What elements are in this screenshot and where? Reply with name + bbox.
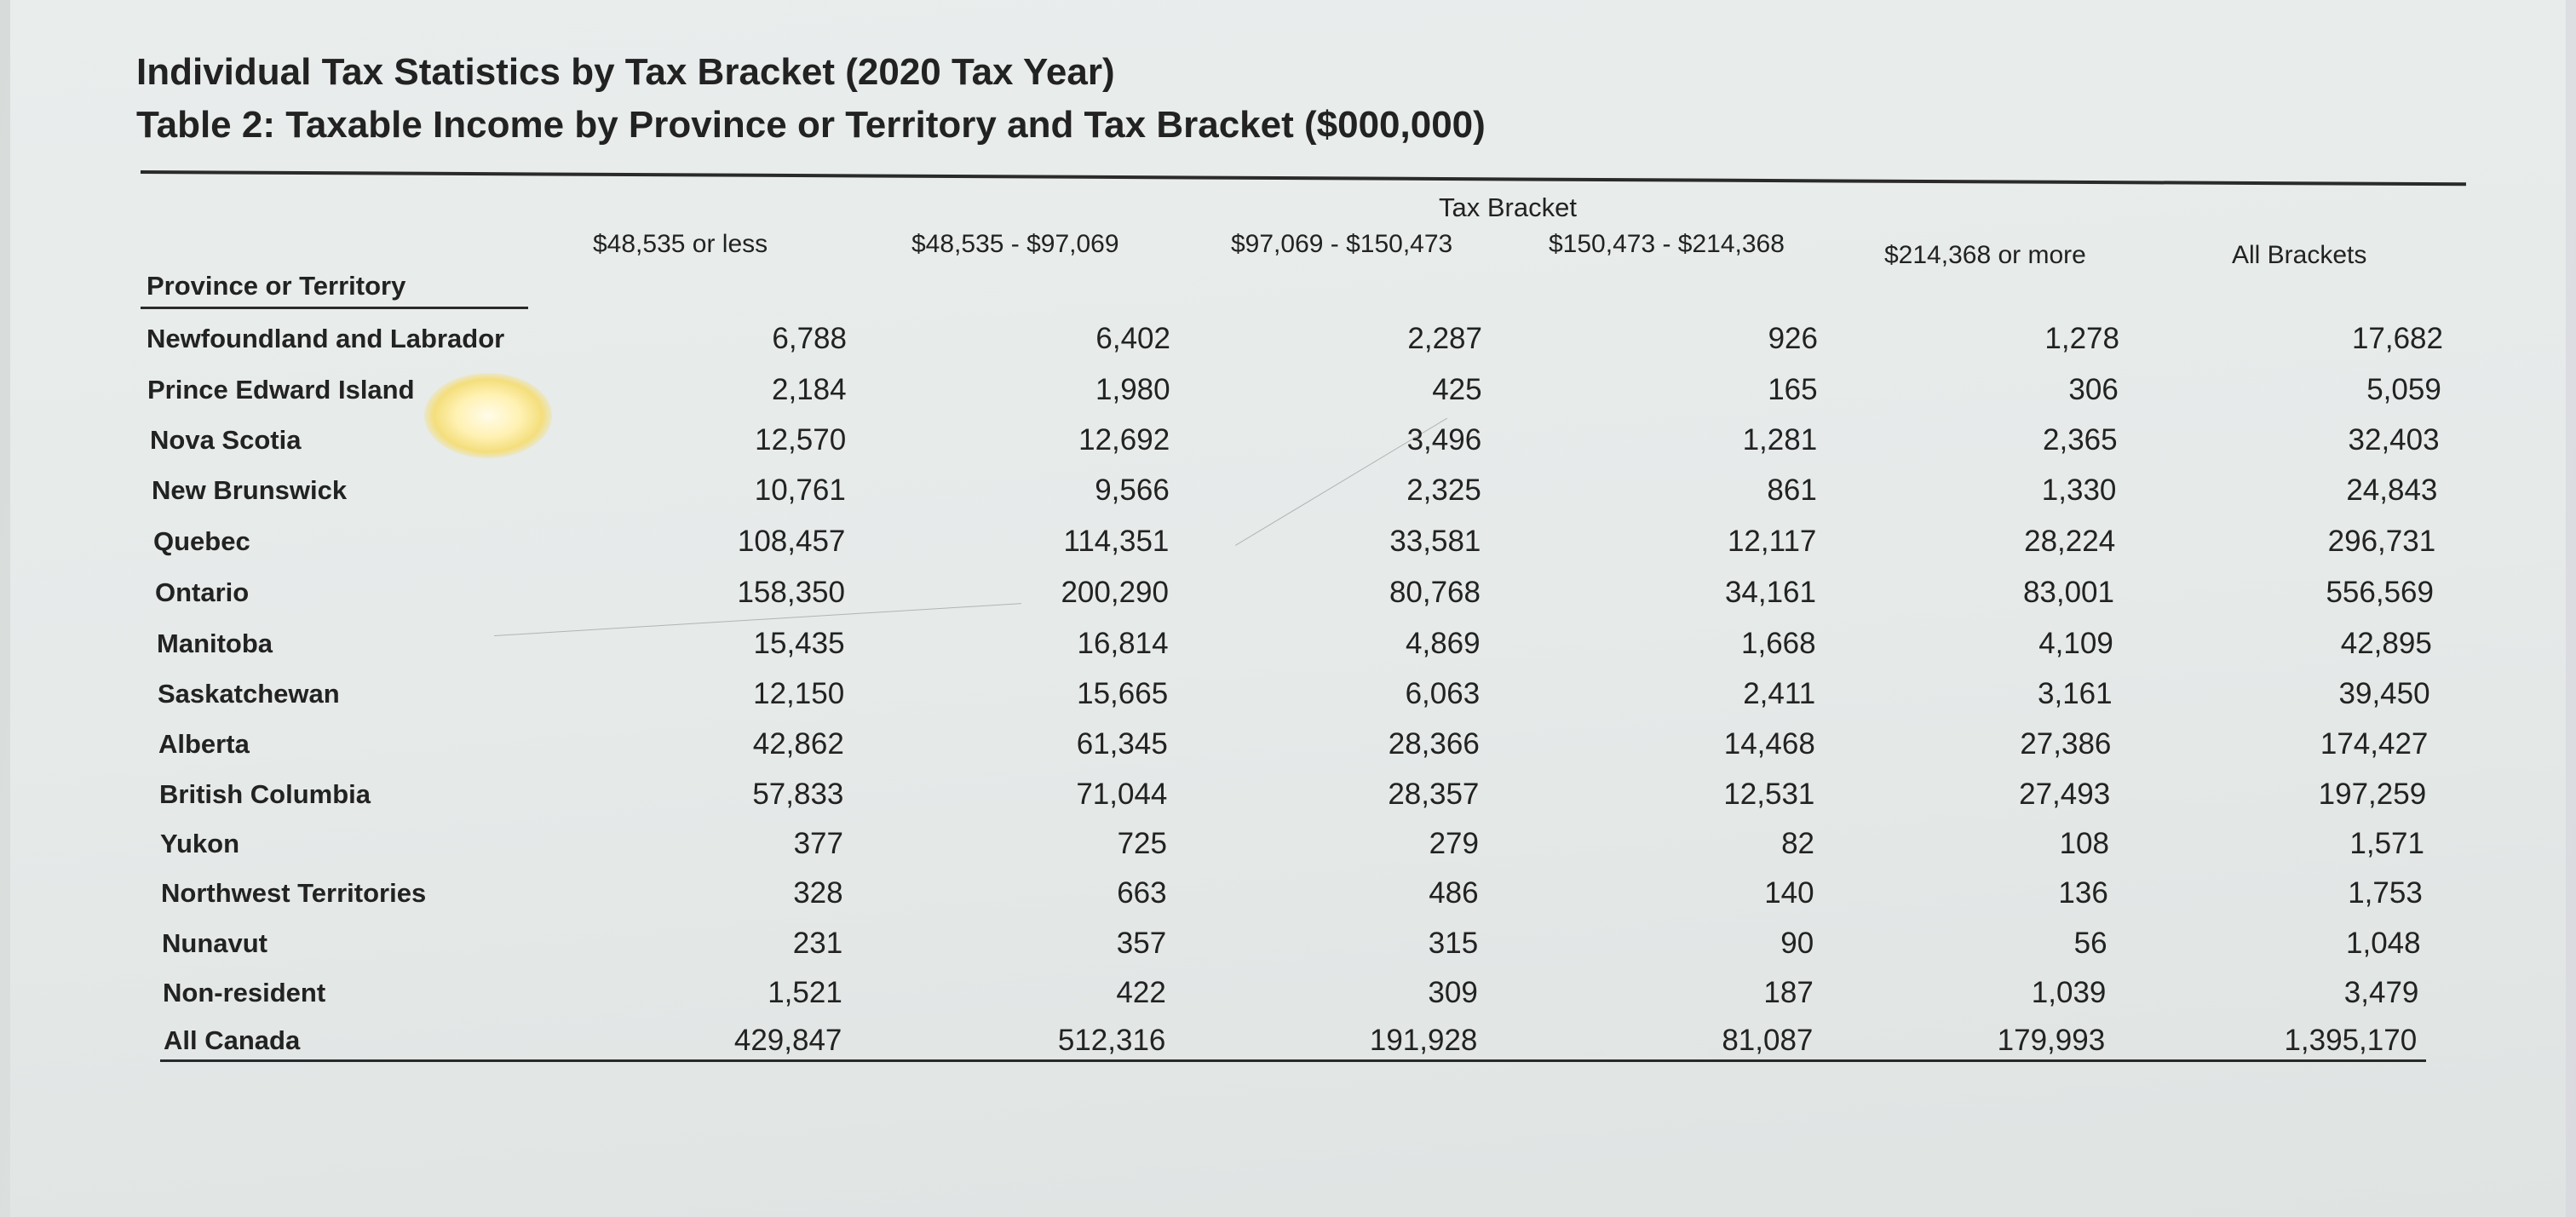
value-cell: 81,087 bbox=[1722, 1024, 1814, 1057]
value-cell: 108 bbox=[2059, 827, 2109, 860]
value-cell: 12,531 bbox=[1723, 778, 1815, 811]
column-header: $150,473 - $214,368 bbox=[1549, 230, 1785, 258]
value-cell: 114,351 bbox=[1063, 525, 1170, 558]
value-cell: 15,435 bbox=[753, 627, 845, 660]
table-title: Table 2: Taxable Income by Province or Territory and Tax Bracket ($000,000) bbox=[136, 104, 1486, 146]
value-cell: 12,570 bbox=[755, 423, 847, 456]
value-cell: 136 bbox=[2058, 876, 2108, 910]
value-cell: 197,259 bbox=[2318, 778, 2427, 811]
table-row bbox=[159, 779, 2459, 822]
province-name: Yukon bbox=[160, 829, 240, 858]
value-cell: 1,753 bbox=[2348, 876, 2423, 910]
value-cell: 6,063 bbox=[1405, 677, 1481, 710]
value-cell: 10,761 bbox=[754, 474, 846, 507]
value-cell: 27,493 bbox=[2019, 778, 2111, 811]
column-header: $97,069 - $150,473 bbox=[1231, 230, 1453, 258]
province-name: Manitoba bbox=[157, 629, 273, 658]
value-cell: 9,566 bbox=[1095, 474, 1170, 507]
value-cell: 861 bbox=[1767, 474, 1817, 507]
table-row bbox=[161, 878, 2461, 921]
value-cell: 2,325 bbox=[1406, 474, 1481, 507]
row-header-rule bbox=[141, 307, 528, 309]
value-cell: 1,571 bbox=[2349, 827, 2424, 860]
value-cell: 429,847 bbox=[733, 1024, 842, 1057]
table-row bbox=[150, 425, 2450, 468]
value-cell: 315 bbox=[1428, 927, 1479, 960]
value-cell: 34,161 bbox=[1724, 576, 1816, 609]
value-cell: 15,665 bbox=[1077, 677, 1169, 710]
value-cell: 1,395,170 bbox=[2284, 1024, 2418, 1057]
value-cell: 663 bbox=[1117, 876, 1167, 910]
value-cell: 17,682 bbox=[2351, 322, 2443, 355]
value-cell: 179,993 bbox=[1997, 1024, 2106, 1057]
province-name: Quebec bbox=[153, 526, 250, 556]
value-cell: 1,039 bbox=[2031, 976, 2107, 1009]
group-header: Tax Bracket bbox=[1439, 192, 1577, 222]
value-cell: 2,411 bbox=[1743, 677, 1816, 710]
table-row bbox=[147, 324, 2447, 366]
province-name: Alberta bbox=[158, 729, 250, 759]
bottom-rule bbox=[160, 1059, 2426, 1062]
province-name: Ontario bbox=[155, 577, 250, 607]
value-cell: 82 bbox=[1781, 827, 1814, 860]
table-row bbox=[160, 829, 2460, 871]
value-cell: 108,457 bbox=[737, 525, 846, 558]
value-cell: 231 bbox=[792, 927, 843, 960]
value-cell: 306 bbox=[2068, 373, 2119, 406]
value-cell: 83,001 bbox=[2022, 576, 2114, 609]
value-cell: 1,980 bbox=[1095, 373, 1170, 406]
value-cell: 191,928 bbox=[1369, 1024, 1478, 1057]
value-cell: 512,316 bbox=[1057, 1024, 1166, 1057]
value-cell: 926 bbox=[1768, 322, 1818, 355]
value-cell: 309 bbox=[1428, 976, 1478, 1009]
value-cell: 187 bbox=[1763, 976, 1814, 1009]
value-cell: 6,402 bbox=[1095, 322, 1170, 355]
value-cell: 42,895 bbox=[2340, 627, 2432, 660]
province-name: Nunavut bbox=[162, 928, 267, 958]
province-name: Northwest Territories bbox=[161, 878, 427, 908]
province-name: British Columbia bbox=[159, 779, 371, 809]
value-cell: 6,788 bbox=[772, 322, 847, 355]
value-cell: 425 bbox=[1432, 373, 1482, 406]
table-row bbox=[147, 375, 2447, 417]
value-cell: 1,048 bbox=[2346, 927, 2421, 960]
value-cell: 12,117 bbox=[1727, 525, 1817, 558]
value-cell: 2,365 bbox=[2043, 423, 2118, 456]
value-cell: 12,692 bbox=[1078, 423, 1170, 456]
table-row bbox=[163, 978, 2463, 1020]
province-name: Nova Scotia bbox=[150, 425, 302, 455]
value-cell: 16,814 bbox=[1077, 627, 1169, 660]
value-cell: 42,862 bbox=[752, 727, 844, 761]
value-cell: 1,521 bbox=[768, 976, 842, 1009]
page-title: Individual Tax Statistics by Tax Bracket (2020 Tax Year) bbox=[136, 51, 1115, 93]
value-cell: 57,833 bbox=[752, 778, 844, 811]
column-header: $48,535 - $97,069 bbox=[911, 230, 1119, 258]
value-cell: 2,184 bbox=[772, 373, 847, 406]
province-name: New Brunswick bbox=[152, 475, 348, 505]
table-row bbox=[152, 475, 2452, 518]
value-cell: 28,366 bbox=[1388, 727, 1480, 761]
value-cell: 14,468 bbox=[1723, 727, 1815, 761]
value-cell: 28,357 bbox=[1388, 778, 1480, 811]
value-cell: 140 bbox=[1764, 876, 1814, 910]
value-cell: 1,281 bbox=[1742, 423, 1818, 456]
value-cell: 56 bbox=[2073, 927, 2107, 960]
value-cell: 3,496 bbox=[1406, 423, 1482, 456]
value-cell: 357 bbox=[1116, 927, 1167, 960]
value-cell: 12,150 bbox=[753, 677, 845, 710]
province-name: All Canada bbox=[164, 1025, 301, 1055]
value-cell: 165 bbox=[1768, 373, 1818, 406]
value-cell: 158,350 bbox=[737, 576, 845, 609]
value-cell: 33,581 bbox=[1389, 525, 1481, 558]
province-name: Non-resident bbox=[163, 978, 326, 1007]
table-row bbox=[158, 729, 2458, 772]
value-cell: 32,403 bbox=[2348, 423, 2440, 456]
province-name: Saskatchewan bbox=[158, 679, 340, 709]
value-cell: 5,059 bbox=[2366, 373, 2441, 406]
value-cell: 296,731 bbox=[2327, 525, 2436, 558]
table-row bbox=[158, 679, 2458, 721]
column-header: $214,368 or more bbox=[1884, 241, 2086, 269]
value-cell: 1,278 bbox=[2044, 322, 2119, 355]
value-cell: 2,287 bbox=[1407, 322, 1482, 355]
value-cell: 4,109 bbox=[2038, 627, 2113, 660]
value-cell: 1,668 bbox=[1741, 627, 1816, 660]
value-cell: 71,044 bbox=[1076, 778, 1168, 811]
value-cell: 39,450 bbox=[2338, 677, 2430, 710]
value-cell: 1,330 bbox=[2041, 474, 2117, 507]
value-cell: 3,479 bbox=[2343, 976, 2419, 1009]
value-cell: 279 bbox=[1429, 827, 1479, 860]
province-name: Prince Edward Island bbox=[147, 375, 415, 405]
value-cell: 27,386 bbox=[2020, 727, 2112, 761]
column-header: All Brackets bbox=[2232, 241, 2367, 269]
value-cell: 200,290 bbox=[1061, 576, 1169, 609]
value-cell: 486 bbox=[1429, 876, 1479, 910]
value-cell: 90 bbox=[1780, 927, 1814, 960]
value-cell: 556,569 bbox=[2326, 576, 2434, 609]
value-cell: 422 bbox=[1116, 976, 1166, 1009]
table-row bbox=[153, 526, 2453, 569]
value-cell: 80,768 bbox=[1389, 576, 1481, 609]
value-cell: 24,843 bbox=[2346, 474, 2438, 507]
value-cell: 28,224 bbox=[2024, 525, 2116, 558]
value-cell: 174,427 bbox=[2320, 727, 2429, 761]
table-row bbox=[155, 577, 2455, 620]
table-row bbox=[162, 928, 2462, 971]
value-cell: 725 bbox=[1117, 827, 1167, 860]
value-cell: 377 bbox=[793, 827, 843, 860]
province-name: Newfoundland and Labrador bbox=[147, 324, 505, 353]
value-cell: 61,345 bbox=[1076, 727, 1168, 761]
value-cell: 3,161 bbox=[2038, 677, 2113, 710]
value-cell: 328 bbox=[793, 876, 843, 910]
row-header: Province or Territory bbox=[147, 271, 406, 301]
column-header: $48,535 or less bbox=[593, 230, 768, 258]
value-cell: 4,869 bbox=[1406, 627, 1481, 660]
